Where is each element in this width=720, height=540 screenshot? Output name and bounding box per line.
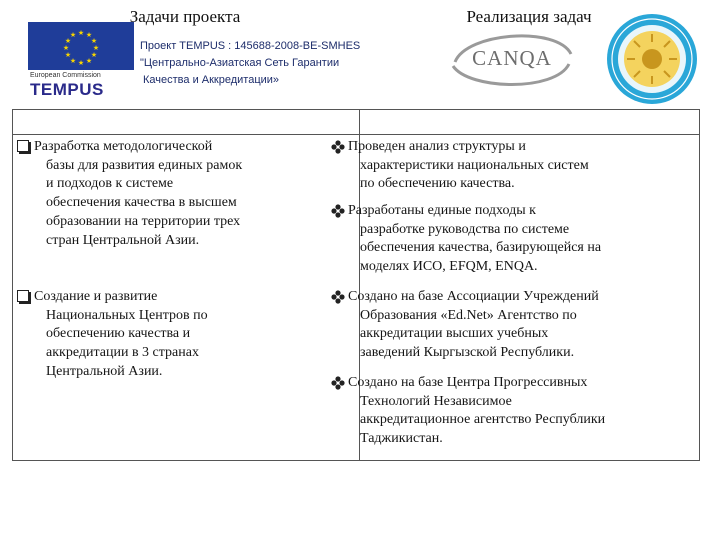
svg-text:★: ★ — [90, 37, 98, 45]
result-item — [348, 202, 602, 277]
svg-text:★: ★ — [62, 44, 70, 52]
canqa-wordmark: CANQA — [472, 46, 552, 70]
column-header-implementation: Реализация задач — [466, 7, 592, 26]
result-item-line: аккредитации высших учебных — [360, 326, 549, 342]
result-item-line: разработке руководства по системе — [360, 221, 570, 237]
project-title-line: Проект TEMPUS : 145688-2008-BE-SMHES — [140, 40, 361, 52]
result-item-line: характеристики национальных систем — [360, 157, 589, 173]
task-item-line: и подходов к системе — [46, 176, 174, 192]
eu-tempus-logo — [28, 22, 134, 98]
square-bullet-icon — [17, 140, 31, 154]
svg-text:★: ★ — [64, 37, 72, 45]
result-item-line: Таджикистан. — [360, 431, 443, 447]
task-item-line: обеспечению качества и — [46, 326, 191, 342]
tempus-wordmark: TEMPUS — [30, 80, 104, 99]
square-bullet-icon — [17, 290, 31, 304]
task-item — [34, 138, 243, 250]
canqa-logo — [447, 24, 577, 94]
diamond-bullet-icon — [331, 204, 345, 218]
svg-text:★: ★ — [85, 57, 93, 65]
task-item-line: Национальных Центров по — [46, 307, 208, 323]
svg-text:★: ★ — [92, 44, 100, 52]
eu-flag-icon — [28, 22, 134, 70]
task-item-line: базы для развития единых рамок — [46, 157, 243, 173]
svg-text:★: ★ — [69, 57, 77, 65]
svg-text:★: ★ — [90, 51, 98, 59]
project-title — [140, 38, 440, 89]
result-item-line: Технологий Независимое — [360, 393, 512, 409]
result-item-line: Проведен анализ структуры и — [348, 139, 526, 154]
task-item — [34, 288, 208, 382]
result-item-line: Разработаны единые подходы к — [348, 203, 536, 218]
header-divider — [13, 134, 699, 135]
svg-text:★: ★ — [85, 31, 93, 39]
result-item — [348, 138, 589, 194]
diamond-bullet-icon — [331, 290, 345, 304]
result-item — [348, 374, 606, 449]
column-header-tasks: Задачи проекта — [129, 7, 241, 26]
svg-text:★: ★ — [69, 31, 77, 39]
task-item-line: образовании на территории трех — [46, 213, 241, 229]
project-title-line: "Центрально-Азиатская Сеть Гарантии — [140, 57, 340, 69]
eu-caption: European Commission — [30, 72, 101, 79]
result-item-line: аккредитационное агентство Республики — [360, 412, 606, 428]
svg-text:★: ★ — [64, 51, 72, 59]
task-item-line: Центральной Азии. — [46, 363, 163, 379]
result-item-line: Создано на базе Ассоциации Учреждений — [348, 289, 599, 304]
result-item-line: по обеспечению качества. — [360, 176, 515, 192]
svg-text:★: ★ — [77, 59, 85, 67]
diamond-bullet-icon — [331, 376, 345, 390]
result-item — [348, 288, 599, 363]
diamond-bullet-icon — [331, 140, 345, 154]
result-item-line: моделях ИСО, EFQM, ENQA. — [360, 259, 538, 275]
result-item-line: заведений Кыргызской Республики. — [360, 345, 575, 361]
task-item-line: стран Центральной Азии. — [46, 232, 200, 248]
task-item-line: обеспечения качества в высшем — [46, 195, 237, 211]
task-item-line: Создание и развитие — [34, 289, 158, 304]
svg-text:★: ★ — [77, 29, 85, 37]
result-item-line: обеспечения качества, базирующейся на — [360, 240, 602, 256]
project-title-line: Качества и Аккредитации» — [143, 74, 280, 86]
task-item-line: Разработка методологической — [34, 139, 213, 154]
result-item-line: Создано на базе Центра Прогрессивных — [348, 375, 588, 390]
result-item-line: Образования «Ed.Net» Агентство по — [360, 307, 577, 323]
task-item-line: аккредитации в 3 странах — [46, 345, 199, 361]
